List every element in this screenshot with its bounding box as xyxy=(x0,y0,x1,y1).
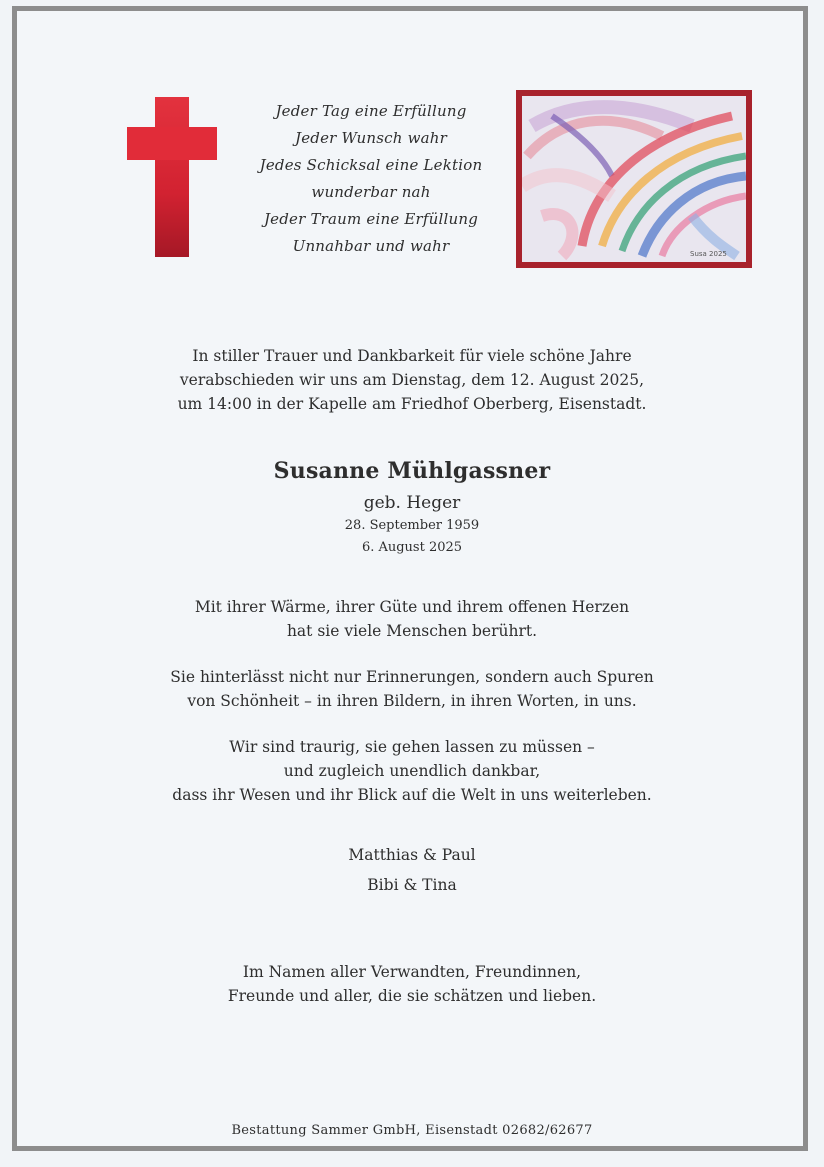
poem-line: Jedes Schicksal eine Lektion xyxy=(259,156,483,174)
signatory: Bibi & Tina xyxy=(367,876,457,894)
deceased-name: Susanne Mühlgassner xyxy=(273,458,551,484)
poem-line: Jeder Tag eine Erfüllung xyxy=(275,102,467,120)
poem-line: Unnahbar und wahr xyxy=(292,237,450,255)
closing xyxy=(40,960,784,1008)
announcement-line: um 14:00 in der Kapelle am Friedhof Oberberg, Eisenstadt. xyxy=(177,395,647,413)
paragraph-line: Sie hinterlässt nicht nur Erinnerungen, sondern auch Spuren xyxy=(170,668,654,686)
cross-icon xyxy=(127,97,217,257)
birth-name: geb. Heger xyxy=(363,493,461,513)
death-date: 6. August 2025 xyxy=(361,540,463,555)
signatory: Matthias & Paul xyxy=(348,846,476,864)
poem-line: Jeder Wunsch wahr xyxy=(295,129,447,147)
paragraph-line: von Schönheit – in ihren Bildern, in ihren Worten, in uns. xyxy=(187,692,637,710)
closing-line: Im Namen aller Verwandten, Freundinnen, xyxy=(242,963,582,981)
paragraph-line: hat sie viele Menschen berührt. xyxy=(286,622,538,640)
closing-line: Freunde und aller, die sie schätzen und lieben. xyxy=(227,987,597,1005)
paragraph xyxy=(40,735,784,807)
paragraph xyxy=(40,595,784,643)
paragraph-line: Mit ihrer Wärme, ihrer Güte und ihrem offenen Herzen xyxy=(194,598,630,616)
life-dates xyxy=(40,515,784,559)
announcement-line: In stiller Trauer und Dankbarkeit für viele schöne Jahre xyxy=(192,347,632,365)
poem xyxy=(236,98,506,260)
announcement xyxy=(40,344,784,416)
paragraph xyxy=(40,665,784,713)
paragraph-line: dass ihr Wesen und ihr Blick auf die Welt in uns weiterleben. xyxy=(172,786,652,804)
paragraph-line: und zugleich unendlich dankbar, xyxy=(283,762,541,780)
poem-line: wunderbar nah xyxy=(311,183,431,201)
painting-image xyxy=(516,90,752,268)
footer: Bestattung Sammer GmbH, Eisenstadt 02682/62677 xyxy=(231,1123,593,1138)
paragraph-line: Wir sind traurig, sie gehen lassen zu müssen – xyxy=(229,738,595,756)
birth-date: 28. September 1959 xyxy=(344,518,480,533)
painting-signature: Susa 2025 xyxy=(690,250,727,258)
poem-line: Jeder Traum eine Erfüllung xyxy=(263,210,479,228)
announcement-line: verabschieden wir uns am Dienstag, dem 12. August 2025, xyxy=(179,371,645,389)
